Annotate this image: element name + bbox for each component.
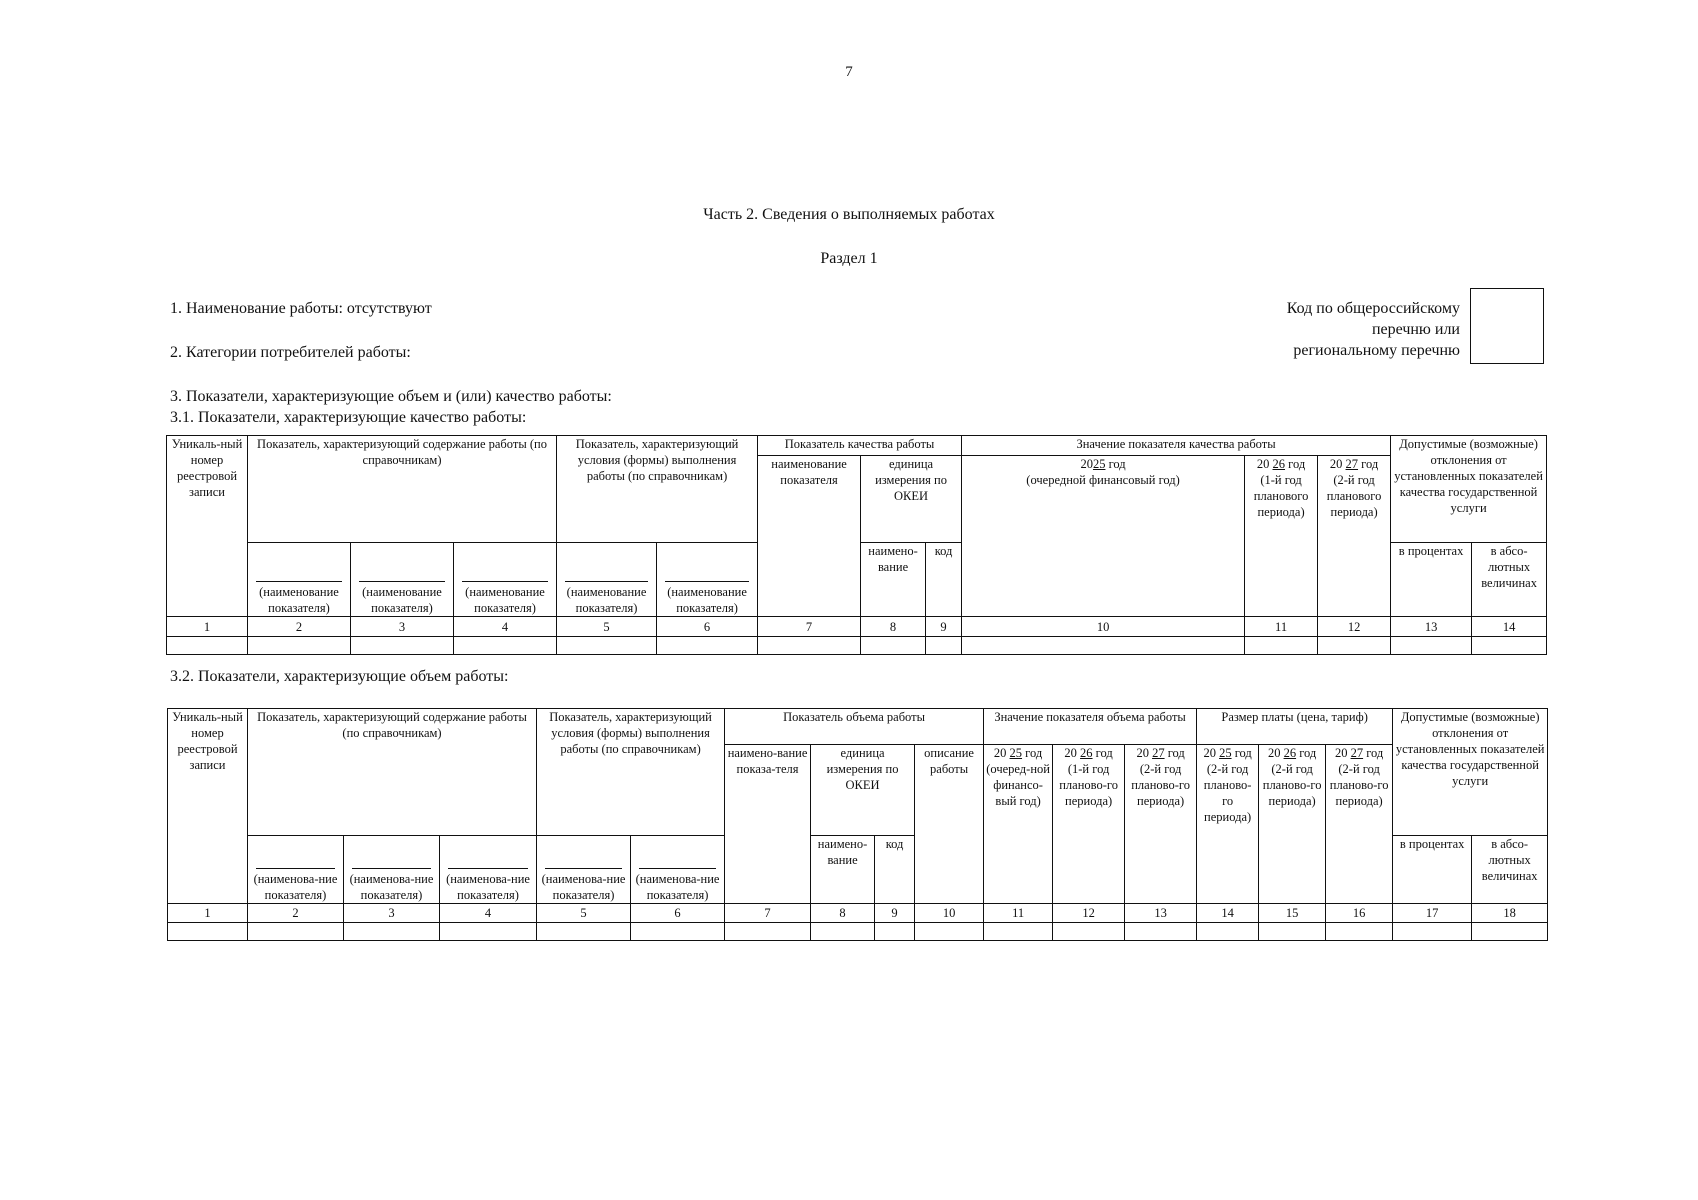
unique-number-header: Уникаль-ный номер реестровой записи xyxy=(167,436,248,617)
empty-cell[interactable] xyxy=(926,637,962,655)
empty-cell[interactable] xyxy=(1391,637,1472,655)
column-number: 3 xyxy=(344,904,440,923)
code-label-line: перечню или xyxy=(1371,321,1460,338)
indicators-heading: 3. Показатели, характеризующие объем и (или) качество работы: xyxy=(170,388,612,405)
empty-cell[interactable] xyxy=(351,637,454,655)
empty-cell[interactable] xyxy=(758,637,861,655)
code-label-line: региональному перечню xyxy=(1293,342,1460,359)
in-percent-header: в процентах xyxy=(1393,836,1472,904)
quality-value-header: Значение показателя качества работы xyxy=(962,436,1391,456)
work-description-header: описание работы xyxy=(915,745,984,904)
conditions-subheader: (наименование показателя) xyxy=(557,543,657,617)
column-number: 16 xyxy=(1326,904,1393,923)
allowed-deviations-header: Допустимые (возможные) отклонения от установленных показателей качества государственной услуги xyxy=(1391,436,1547,543)
empty-cell[interactable] xyxy=(725,923,811,941)
conditions-subheader: (наименова-ние показателя) xyxy=(537,836,631,904)
page-number: 7 xyxy=(845,64,853,80)
fee-year-2-header: 20 26 год (2-й год планово-го периода) xyxy=(1259,745,1326,904)
year-first-header: 20 26 год (1-й год планового периода) xyxy=(1245,456,1318,617)
section-title: Раздел 1 xyxy=(820,250,878,267)
empty-cell[interactable] xyxy=(344,923,440,941)
work-name: 1. Наименование работы: отсутствуют xyxy=(170,300,432,317)
empty-cell[interactable] xyxy=(167,637,248,655)
unit-name-header: наимено-вание xyxy=(861,543,926,617)
content-subheader: (наименование показателя) xyxy=(454,543,557,617)
code-label-line: Код по общероссийскому xyxy=(1286,300,1460,317)
empty-cell[interactable] xyxy=(248,637,351,655)
column-number: 9 xyxy=(875,904,915,923)
column-number: 14 xyxy=(1197,904,1259,923)
column-number: 15 xyxy=(1259,904,1326,923)
fee-year-1-header: 20 25 год (2-й год планово-го периода) xyxy=(1197,745,1259,904)
conditions-indicator-header: Показатель, характеризующий условия (формы) выполнения работы (по справочникам) xyxy=(557,436,758,543)
volume-value-header: Значение показателя объема работы xyxy=(984,709,1197,745)
empty-cell[interactable] xyxy=(631,923,725,941)
in-absolute-header: в абсо-лютных величинах xyxy=(1472,836,1548,904)
empty-cell[interactable] xyxy=(915,923,984,941)
consumer-categories: 2. Категории потребителей работы: xyxy=(170,344,411,361)
content-subheader: (наименова-ние показателя) xyxy=(248,836,344,904)
column-number: 14 xyxy=(1472,617,1547,637)
column-number: 7 xyxy=(725,904,811,923)
column-number: 3 xyxy=(351,617,454,637)
column-number: 1 xyxy=(168,904,248,923)
volume-indicator-header: Показатель объема работы xyxy=(725,709,984,745)
unit-code-header: код xyxy=(875,836,915,904)
empty-cell[interactable] xyxy=(1326,923,1393,941)
column-number: 10 xyxy=(962,617,1245,637)
column-number: 13 xyxy=(1391,617,1472,637)
empty-cell[interactable] xyxy=(811,923,875,941)
in-absolute-header: в абсо-лютных величинах xyxy=(1472,543,1547,617)
unit-code-header: код xyxy=(926,543,962,617)
empty-cell[interactable] xyxy=(962,637,1245,655)
empty-cell[interactable] xyxy=(168,923,248,941)
column-number-row xyxy=(167,617,1547,637)
empty-cell[interactable] xyxy=(248,923,344,941)
fee-year-3-header: 20 27 год (2-й год планово-го периода) xyxy=(1326,745,1393,904)
empty-cell[interactable] xyxy=(557,637,657,655)
column-number: 8 xyxy=(811,904,875,923)
code-label xyxy=(1230,298,1460,361)
column-number: 4 xyxy=(454,617,557,637)
unique-number-header: Уникаль-ный номер реестровой записи xyxy=(168,709,248,904)
quality-heading: 3.1. Показатели, характеризующие качество работы: xyxy=(170,409,527,426)
empty-cell[interactable] xyxy=(1259,923,1326,941)
conditions-subheader: (наименова-ние показателя) xyxy=(631,836,725,904)
content-indicator-header: Показатель, характеризующий содержание работы (по справочникам) xyxy=(248,709,537,836)
table-row xyxy=(168,923,1548,941)
empty-cell[interactable] xyxy=(440,923,537,941)
volume-year-1-header: 20 25 год (очеред-ной финансо-вый год) xyxy=(984,745,1053,904)
empty-cell[interactable] xyxy=(861,637,926,655)
column-number: 2 xyxy=(248,617,351,637)
empty-cell[interactable] xyxy=(1472,923,1548,941)
empty-cell[interactable] xyxy=(1053,923,1125,941)
unit-okei-header: единица измерения по ОКЕИ xyxy=(811,745,915,836)
empty-cell[interactable] xyxy=(1318,637,1391,655)
empty-cell[interactable] xyxy=(1125,923,1197,941)
column-number: 5 xyxy=(557,617,657,637)
volume-year-3-header: 20 27 год (2-й год планово-го периода) xyxy=(1125,745,1197,904)
column-number: 12 xyxy=(1053,904,1125,923)
quality-table xyxy=(166,435,1547,655)
column-number: 13 xyxy=(1125,904,1197,923)
column-number: 5 xyxy=(537,904,631,923)
unit-okei-header: единица измерения по ОКЕИ xyxy=(861,456,962,543)
volume-heading: 3.2. Показатели, характеризующие объем работы: xyxy=(170,668,509,685)
empty-cell[interactable] xyxy=(1197,923,1259,941)
conditions-indicator-header: Показатель, характеризующий условия (формы) выполнения работы (по справочникам) xyxy=(537,709,725,836)
part-title: Часть 2. Сведения о выполняемых работах xyxy=(703,206,995,223)
empty-cell[interactable] xyxy=(875,923,915,941)
empty-cell[interactable] xyxy=(984,923,1053,941)
column-number: 12 xyxy=(1318,617,1391,637)
column-number: 11 xyxy=(1245,617,1318,637)
allowed-deviations-header: Допустимые (возможные) отклонения от установленных показателей качества государственной услуги xyxy=(1393,709,1548,836)
indicator-name-header: наимено-вание показа-теля xyxy=(725,745,811,904)
unit-name-header: наимено-вание xyxy=(811,836,875,904)
empty-cell[interactable] xyxy=(657,637,758,655)
column-number: 8 xyxy=(861,617,926,637)
column-number: 9 xyxy=(926,617,962,637)
column-number: 18 xyxy=(1472,904,1548,923)
column-number: 1 xyxy=(167,617,248,637)
code-input-box[interactable] xyxy=(1470,288,1544,364)
empty-cell[interactable] xyxy=(454,637,557,655)
content-subheader: (наименование показателя) xyxy=(248,543,351,617)
column-number: 17 xyxy=(1393,904,1472,923)
volume-table xyxy=(167,708,1548,941)
column-number: 11 xyxy=(984,904,1053,923)
column-number-row xyxy=(168,904,1548,923)
content-subheader: (наименова-ние показателя) xyxy=(344,836,440,904)
fee-size-header: Размер платы (цена, тариф) xyxy=(1197,709,1393,745)
column-number: 4 xyxy=(440,904,537,923)
column-number: 7 xyxy=(758,617,861,637)
empty-cell[interactable] xyxy=(1245,637,1318,655)
volume-year-2-header: 20 26 год (1-й год планово-го периода) xyxy=(1053,745,1125,904)
empty-cell[interactable] xyxy=(1472,637,1547,655)
year-current-header: 2025 год (очередной финансовый год) xyxy=(962,456,1245,617)
column-number: 2 xyxy=(248,904,344,923)
indicator-name-header: наименование показателя xyxy=(758,456,861,617)
column-number: 6 xyxy=(657,617,758,637)
content-subheader: (наименование показателя) xyxy=(351,543,454,617)
table-row xyxy=(167,637,1547,655)
quality-indicator-header: Показатель качества работы xyxy=(758,436,962,456)
in-percent-header: в процентах xyxy=(1391,543,1472,617)
column-number: 6 xyxy=(631,904,725,923)
empty-cell[interactable] xyxy=(537,923,631,941)
conditions-subheader: (наименование показателя) xyxy=(657,543,758,617)
column-number: 10 xyxy=(915,904,984,923)
empty-cell[interactable] xyxy=(1393,923,1472,941)
year-second-header: 20 27 год (2-й год планового периода) xyxy=(1318,456,1391,617)
content-subheader: (наименова-ние показателя) xyxy=(440,836,537,904)
content-indicator-header: Показатель, характеризующий содержание работы (по справочникам) xyxy=(248,436,557,543)
